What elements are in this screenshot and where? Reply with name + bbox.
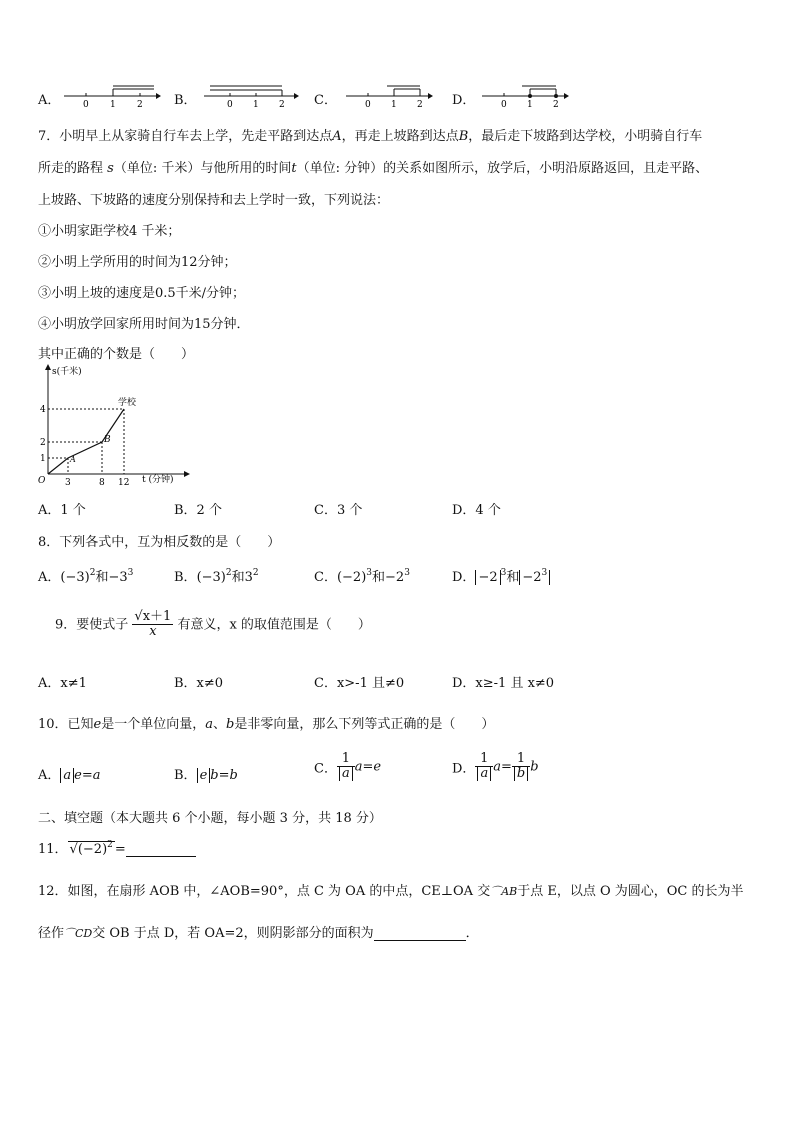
q6-option-d-label[interactable]: D． [452,93,476,108]
q6-c-tick-1: 1 [391,100,397,110]
q9-fraction: $\frac{√x+1}{x}$ [134,609,172,640]
graph-y-label: s(千米) [52,367,82,377]
q8-option-d[interactable]: D． −2 $^3$和 $-2^3$ [452,566,550,585]
q11-answer-blank[interactable] [126,841,196,857]
q7-option-b[interactable]: B．2 个 [174,503,222,518]
q6-c-tick-0: 0 [365,100,371,110]
graph-point-a-label: A [70,455,76,464]
q6-option-c-number-line [342,84,442,110]
q7-question: 其中正确的个数是（ ） [38,347,195,362]
q7-statement-4: ④小明放学回家所用时间为15分钟． [38,317,250,332]
q6-option-b-number-line [200,84,300,110]
q12-line-2: 径作⌒CD交 OB 于点 D，若 OA=2，则阴影部分的面积为 ． [38,926,479,941]
q6-b-tick-2: 2 [279,100,285,110]
q7-option-d[interactable]: D．4 个 [452,503,501,518]
q6-b-tick-0: 0 [227,100,233,110]
graph-y-tick-2: 2 [40,438,46,448]
q6-d-tick-0: 0 [501,100,507,110]
q7-stem-line-3: 上坡路、下坡路的速度分别保持和去上学时一致，下列说法： [38,193,390,208]
q6-option-b-label[interactable]: B． [174,93,197,108]
q10-option-d[interactable]: D． $\frac{1}{a}$ a= $\frac{1}{b}$ b [452,751,539,782]
graph-y-tick-1: 1 [40,454,46,464]
graph-x-tick-8: 8 [99,478,105,488]
q6-b-tick-1: 1 [253,100,259,110]
q6-a-tick-2: 2 [137,100,143,110]
q7-statement-2: ②小明上学所用的时间为12分钟； [38,255,237,270]
graph-school-label: 学校 [118,398,137,408]
q12-answer-blank[interactable] [374,925,466,941]
q7-option-a[interactable]: A．1 个 [38,503,86,518]
q6-option-d-number-line [478,84,578,110]
q9-option-c[interactable]: C．x>-1 且≠0 [314,676,405,691]
graph-y-tick-4: 4 [40,405,46,415]
q7-option-c[interactable]: C．3 个 [314,503,363,518]
q7-statement-3: ③小明上坡的速度是0.5千米/分钟； [38,286,246,301]
q9-stem: 9．要使式子 $\frac{√x+1}{x}$ 有意义，x 的取值范围是（ ） [55,609,371,640]
q10-option-c[interactable]: C． $\frac{1}{a}$ a=e [314,751,382,782]
q9-option-d[interactable]: D．x≥-1 且 x≠0 [452,676,555,691]
q10-option-b[interactable]: B． e b=b [174,768,238,783]
q6-option-a-label[interactable]: A． [38,93,61,108]
q12-line-1: 12．如图，在扇形 AOB 中，∠AOB=90°，点 C 为 OA 的中点，CE⊥OA 交⌒AB于点 E，以点 O 为圆心，OC 的长为半 [38,884,744,899]
graph-x-tick-12: 12 [118,478,130,488]
q10-option-a[interactable]: A． a e=a [38,768,101,783]
q7-distance-time-graph [34,362,194,488]
q8-option-c[interactable]: C．$(-2)^3$和$-2^3$ [314,568,410,585]
q10-stem: 10．已知e是一个单位向量，a、b是非零向量，那么下列等式正确的是（ ） [38,717,495,732]
q6-d-tick-2: 2 [553,100,559,110]
graph-origin-label: O [38,476,46,486]
q6-c-tick-2: 2 [417,100,423,110]
q7-statement-1: ①小明家距学校4 千米； [38,224,181,239]
graph-point-b-label: B [104,435,111,445]
q9-option-a[interactable]: A．x≠1 [38,676,87,691]
q9-option-b[interactable]: B．x≠0 [174,676,224,691]
question-11: 11． $√(-2)^2$ = [38,838,196,857]
q8-option-b[interactable]: B．$(-3)^2$和$3^2$ [174,568,259,585]
q6-option-c-label[interactable]: C． [314,93,337,108]
graph-x-label: t (分钟) [142,475,174,485]
q7-stem-line-1: 7．小明早上从家骑自行车去上学，先走平路到达点A，再走上坡路到达点B，最后走下坡路到达学校，小明骑自行车 [38,129,703,144]
q8-option-a[interactable]: A．$(-3)^2$和$-3^3$ [38,568,134,585]
q6-d-tick-1: 1 [527,100,533,110]
q8-stem: 8．下列各式中，互为相反数的是（ ） [38,535,281,550]
section-2-heading: 二、填空题（本大题共 6 个小题，每小题 3 分，共 18 分） [38,811,382,826]
q6-a-tick-0: 0 [83,100,89,110]
graph-x-tick-3: 3 [65,478,71,488]
q6-a-tick-1: 1 [110,100,116,110]
q7-stem-line-2: 所走的路程 s（单位: 千米）与他所用的时间t（单位: 分钟）的关系如图所示，放学后，小明沿原路返回，且走平路、 [38,161,709,176]
q6-option-a-number-line [62,84,162,110]
